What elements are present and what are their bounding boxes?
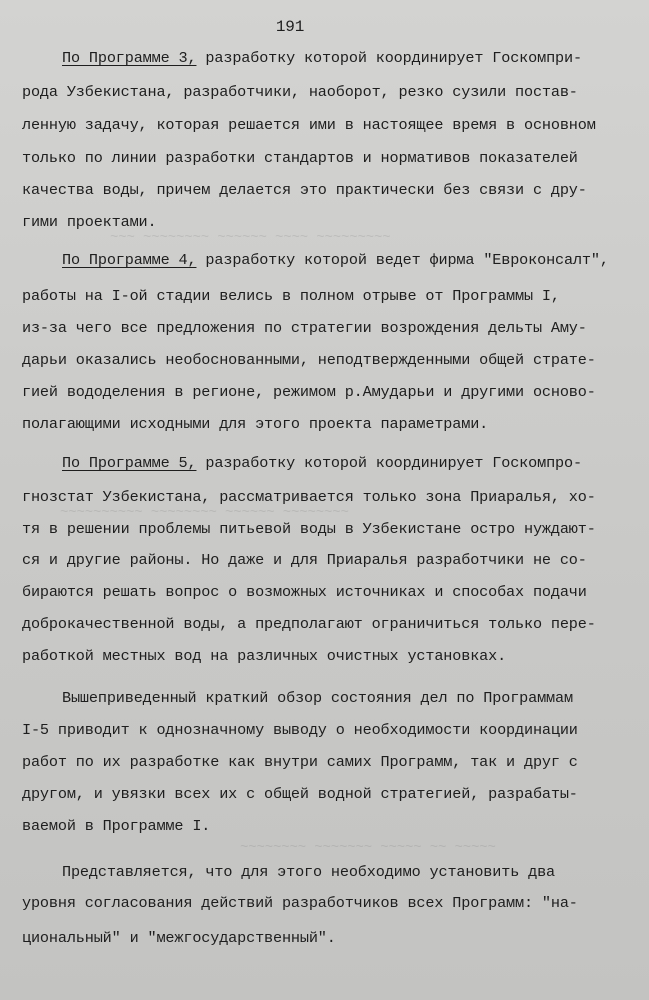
text-line — [62, 453, 582, 473]
text-line: из-за чего все предложения по стратегии возрождения дельты Аму- — [22, 319, 587, 337]
page-number: 191 — [275, 18, 305, 36]
text-line: ся и другие районы. Но даже и для Приаралья разработчики не со- — [22, 551, 587, 569]
text-line: работ по их разработке как внутри самих Программ, так и друг с — [22, 753, 578, 771]
text-line: уровня согласования действий разработчиков всех Программ: "на- — [22, 894, 578, 912]
text-line: другом, и увязки всех их с общей водной стратегией, разрабаты- — [22, 785, 578, 803]
line-text: разработку которой координирует Госкомпро- — [196, 454, 582, 472]
text-line: гией вододеления в регионе, режимом р.Амударьи и другими осново- — [22, 383, 596, 401]
text-line: доброкачественной воды, а предполагают ограничиться только пере- — [22, 615, 596, 633]
text-line: дарьи оказались необоснованными, неподтвержденными общей страте- — [22, 351, 596, 369]
bleed-through-text: ~~~~~~~~ ~~~~~~~ ~~~~~ ~~ ~~~~~ — [240, 840, 496, 856]
text-line: Представляется, что для этого необходимо установить два — [62, 863, 556, 881]
text-line: только по линии разработки стандартов и нормативов показателей — [22, 149, 578, 167]
bleed-through-text: ~~~ ~~~~~~~~ ~~~~~~ ~~~~ ~~~~~~~~~ — [110, 230, 391, 246]
text-line: Вышеприведенный краткий обзор состояния дел по Программам — [62, 689, 573, 707]
text-line: качества воды, причем делается это практически без связи с дру- — [22, 181, 587, 199]
bleed-through-text: ~~~~~~~~~~ ~~~~~~~~ ~~~~~~ ~~~~~~~~ — [60, 505, 349, 521]
underlined-heading: По Программе 4, — [62, 251, 197, 269]
text-line: рода Узбекистана, разработчики, наоборот, резко сузили постав- — [22, 83, 578, 101]
text-line: гнозстат Узбекистана, рассматривается только зона Приаралья, хо- — [22, 488, 596, 506]
line-text: разработку которой координирует Госкомпри- — [196, 49, 582, 67]
text-line: работы на I-ой стадии велись в полном отрыве от Программы I, — [22, 287, 560, 305]
text-line: полагающими исходными для этого проекта параметрами. — [22, 415, 489, 433]
text-line — [62, 250, 609, 270]
text-line: бираются решать вопрос о возможных источниках и способах подачи — [22, 583, 587, 601]
text-line: I-5 приводит к однозначному выводу о необходимости координации — [22, 721, 578, 739]
text-line — [62, 48, 582, 68]
text-line: ленную задачу, которая решается ими в настоящее время в основном — [22, 116, 596, 134]
underlined-heading: По Программе 3, — [62, 49, 197, 67]
text-line: гими проектами. — [22, 213, 157, 231]
text-line: циональный" и "межгосударственный". — [22, 929, 336, 947]
text-line: работкой местных вод на различных очистных установках. — [22, 647, 507, 665]
line-text: разработку которой ведет фирма "Евроконсалт", — [196, 251, 609, 269]
underlined-heading: По Программе 5, — [62, 454, 197, 472]
text-line: тя в решении проблемы питьевой воды в Узбекистане остро нуждают- — [22, 520, 596, 538]
text-line: ваемой в Программе I. — [22, 817, 211, 835]
